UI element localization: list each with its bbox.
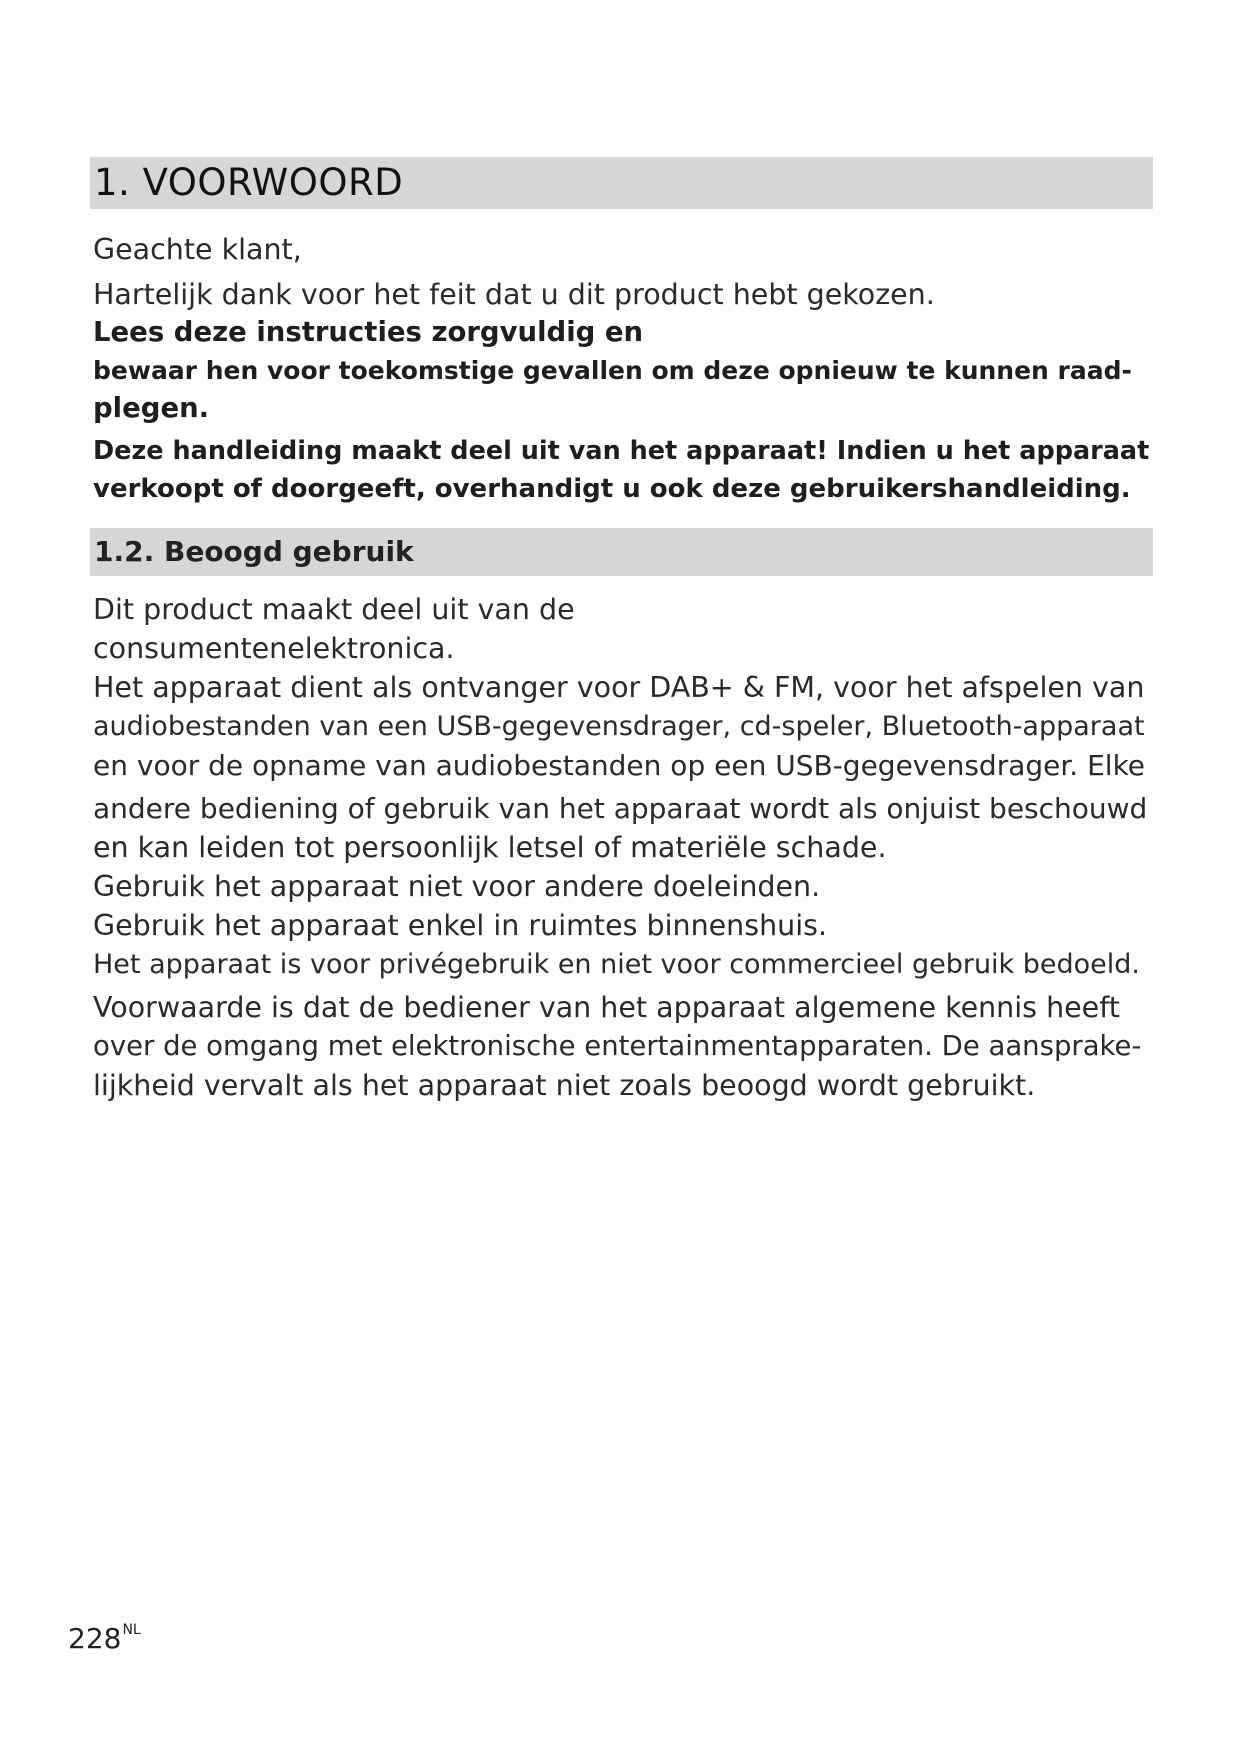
instruction-line: Lees deze instructies zorgvuldig en: [93, 316, 644, 348]
body-line: lijkheid vervalt als het apparaat niet zoals beoogd wordt gebruikt.: [93, 1069, 1036, 1102]
instruction-line: plegen.: [93, 392, 210, 424]
body-line: Het apparaat dient als ontvanger voor DAB+ & FM, voor het afspelen van: [93, 671, 1145, 704]
greeting: Geachte klant,: [93, 233, 302, 266]
instruction-line: Deze handleiding maakt deel uit van het apparaat! Indien u het apparaat: [93, 436, 1150, 466]
body-line: Dit product maakt deel uit van de: [93, 593, 575, 626]
language-code: NL: [122, 1622, 141, 1638]
page-number: 228: [68, 1622, 122, 1655]
page-footer: [68, 1612, 141, 1657]
body-line: audiobestanden van een USB-gegevensdrager, cd-speler, Bluetooth-apparaat: [93, 711, 1145, 742]
body-line: consumentenelektronica.: [93, 632, 455, 665]
body-line: en voor de opname van audiobestanden op een USB-gegevensdrager. Elke: [93, 749, 1146, 782]
body-line: Gebruik het apparaat niet voor andere doeleinden.: [93, 870, 821, 903]
body-line: Voorwaarde is dat de bediener van het apparaat algemene kennis heeft: [93, 991, 1120, 1024]
body-line: andere bediening of gebruik van het apparaat wordt als onjuist beschouwd: [93, 792, 1148, 825]
body-line: Gebruik het apparaat enkel in ruimtes binnenshuis.: [93, 909, 828, 942]
body-line: en kan leiden tot persoonlijk letsel of materiële schade.: [93, 831, 887, 864]
section-title: 1. VOORWOORD: [94, 161, 404, 204]
subsection-title: 1.2. Beoogd gebruik: [94, 535, 414, 568]
body-line: over de omgang met elektronische entertainmentapparaten. De aansprake-: [93, 1030, 1142, 1062]
instruction-line: verkoopt of doorgeeft, overhandigt u ook deze gebruikershandleiding.: [93, 474, 1131, 504]
thanks-line: Hartelijk dank voor het feit dat u dit product hebt gekozen.: [93, 278, 935, 311]
instruction-line: bewaar hen voor toekomstige gevallen om deze opnieuw te kunnen raad-: [93, 356, 1132, 385]
body-line: Het apparaat is voor privégebruik en niet voor commercieel gebruik bedoeld.: [93, 949, 1141, 980]
